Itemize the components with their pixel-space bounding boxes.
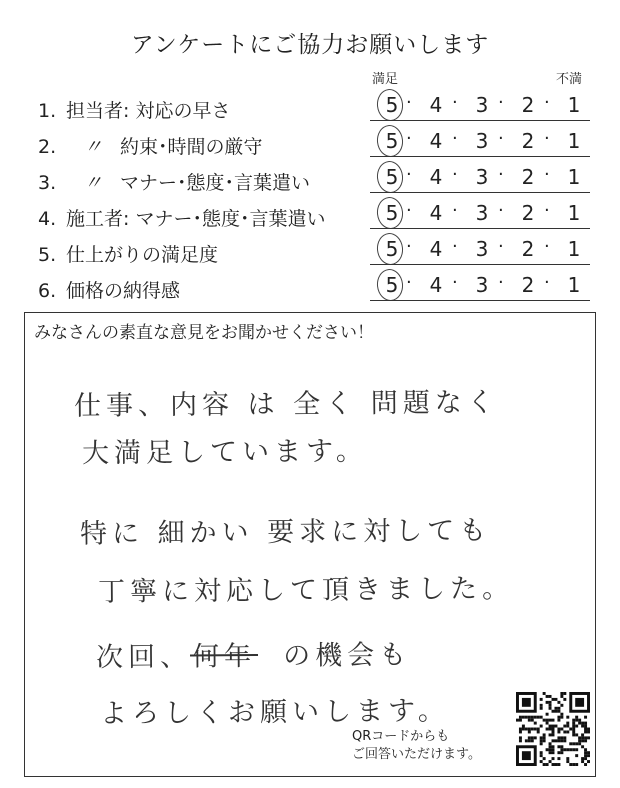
selected-circle bbox=[375, 268, 404, 303]
rating-option-5[interactable]: 5 bbox=[382, 273, 402, 297]
scale-separator: · bbox=[406, 236, 412, 257]
scale-separator: · bbox=[452, 200, 458, 221]
question-text bbox=[38, 204, 325, 231]
question-label: 価格の納得感 bbox=[66, 280, 181, 302]
scale-separator: · bbox=[498, 200, 504, 221]
rating-option-2[interactable]: 2 bbox=[521, 201, 535, 225]
comment-line-2: 大満足しています。 bbox=[81, 435, 368, 470]
rating-option-5[interactable]: 5 bbox=[382, 165, 402, 189]
selected-circle bbox=[375, 196, 404, 231]
ditto-mark: 〃 bbox=[83, 172, 103, 194]
question-row bbox=[0, 198, 620, 234]
question-text bbox=[38, 132, 263, 159]
question-label: マナー･態度･言葉遣い bbox=[120, 172, 311, 194]
rating-option-5[interactable]: 5 bbox=[382, 237, 402, 261]
rating-scale bbox=[382, 165, 588, 189]
rating-option-4[interactable]: 4 bbox=[429, 273, 443, 297]
rating-option-1[interactable]: 1 bbox=[567, 273, 581, 297]
selected-circle bbox=[375, 88, 404, 123]
row-underline bbox=[370, 264, 590, 265]
rating-option-1[interactable]: 1 bbox=[567, 129, 581, 153]
rating-option-5[interactable]: 5 bbox=[382, 201, 402, 225]
scale-separator: · bbox=[406, 128, 412, 149]
rating-option-4[interactable]: 4 bbox=[429, 165, 443, 189]
question-number: 2. bbox=[38, 136, 57, 158]
selected-circle bbox=[375, 232, 404, 267]
scale-separator: · bbox=[498, 164, 504, 185]
scale-separator: · bbox=[544, 92, 550, 113]
rating-option-5[interactable]: 5 bbox=[382, 129, 402, 153]
qr-note bbox=[352, 728, 481, 764]
question-number: 6. bbox=[38, 280, 57, 302]
rating-option-3[interactable]: 3 bbox=[475, 129, 489, 153]
rating-option-4[interactable]: 4 bbox=[429, 237, 443, 261]
scale-high-label: 満足 bbox=[372, 72, 399, 87]
rating-option-5[interactable]: 5 bbox=[382, 93, 402, 117]
comment-line-5-suffix: の機会も bbox=[283, 639, 412, 672]
scale-separator: · bbox=[452, 128, 458, 149]
question-row bbox=[0, 270, 620, 306]
comment-line-5 bbox=[96, 633, 412, 675]
scale-low-label: 不満 bbox=[556, 72, 583, 87]
selected-circle bbox=[375, 124, 404, 159]
scale-separator: · bbox=[452, 272, 458, 293]
question-number: 1. bbox=[38, 100, 57, 122]
comment-line-4: 丁寧に対応して頂きました。 bbox=[97, 573, 515, 608]
rating-scale bbox=[382, 93, 588, 117]
comment-heading: みなさんの素直な意見をお聞かせください！ bbox=[34, 323, 374, 343]
rating-option-2[interactable]: 2 bbox=[521, 129, 535, 153]
rating-scale bbox=[382, 237, 588, 261]
row-underline bbox=[370, 228, 590, 229]
rating-option-2[interactable]: 2 bbox=[521, 93, 535, 117]
rating-option-3[interactable]: 3 bbox=[475, 273, 489, 297]
question-row bbox=[0, 234, 620, 270]
question-text bbox=[38, 240, 218, 267]
question-text bbox=[38, 168, 310, 195]
qr-note-line-1: QRコードからも bbox=[352, 729, 450, 744]
rating-option-3[interactable]: 3 bbox=[475, 201, 489, 225]
scale-separator: · bbox=[452, 92, 458, 113]
rating-option-3[interactable]: 3 bbox=[475, 165, 489, 189]
scale-separator: · bbox=[452, 236, 458, 257]
scale-separator: · bbox=[544, 164, 550, 185]
question-number: 3. bbox=[38, 172, 57, 194]
rating-option-3[interactable]: 3 bbox=[475, 237, 489, 261]
rating-option-2[interactable]: 2 bbox=[521, 165, 535, 189]
scale-separator: · bbox=[406, 272, 412, 293]
row-underline bbox=[370, 156, 590, 157]
comment-line-1: 仕事、内容 は 全く 問題なく bbox=[73, 387, 499, 422]
question-row bbox=[0, 90, 620, 126]
qr-code-icon[interactable] bbox=[516, 692, 590, 766]
scale-separator: · bbox=[406, 200, 412, 221]
question-row bbox=[0, 162, 620, 198]
rating-option-1[interactable]: 1 bbox=[567, 93, 581, 117]
comment-line-5-prefix: 次回、 bbox=[95, 641, 193, 674]
rating-option-1[interactable]: 1 bbox=[567, 165, 581, 189]
rating-option-4[interactable]: 4 bbox=[429, 201, 443, 225]
selected-circle bbox=[375, 160, 404, 195]
rating-option-1[interactable]: 1 bbox=[567, 201, 581, 225]
rating-option-2[interactable]: 2 bbox=[521, 237, 535, 261]
question-number: 4. bbox=[38, 208, 57, 230]
scale-separator: · bbox=[544, 272, 550, 293]
rating-scale bbox=[382, 129, 588, 153]
scale-separator: · bbox=[498, 128, 504, 149]
scale-separator: · bbox=[406, 164, 412, 185]
qr-note-line-2: ご回答いただけます。 bbox=[352, 747, 481, 762]
question-number: 5. bbox=[38, 244, 57, 266]
scale-separator: · bbox=[498, 272, 504, 293]
ditto-mark: 〃 bbox=[83, 136, 103, 158]
row-underline bbox=[370, 192, 590, 193]
question-label: 仕上がりの満足度 bbox=[66, 244, 219, 266]
rating-option-2[interactable]: 2 bbox=[521, 273, 535, 297]
scale-separator: · bbox=[498, 236, 504, 257]
struck-text: 何年 bbox=[192, 634, 256, 674]
question-row bbox=[0, 126, 620, 162]
row-underline bbox=[370, 300, 590, 301]
rating-scale bbox=[382, 201, 588, 225]
comment-line-3: 特に 細かい 要求に対しても bbox=[79, 515, 492, 550]
survey-title: アンケートにご協力お願いします bbox=[130, 32, 490, 58]
rating-option-3[interactable]: 3 bbox=[475, 93, 489, 117]
rating-option-4[interactable]: 4 bbox=[429, 93, 443, 117]
rating-option-4[interactable]: 4 bbox=[429, 129, 443, 153]
scale-separator: · bbox=[544, 200, 550, 221]
scale-separator: · bbox=[498, 92, 504, 113]
scale-separator: · bbox=[544, 236, 550, 257]
rating-scale bbox=[382, 273, 588, 297]
question-label: 施工者: マナー･態度･言葉遣い bbox=[66, 208, 326, 230]
rating-option-1[interactable]: 1 bbox=[567, 237, 581, 261]
comment-line-6: よろしくお願いします。 bbox=[99, 695, 450, 730]
question-text bbox=[38, 276, 180, 303]
row-underline bbox=[370, 120, 590, 121]
scale-separator: · bbox=[452, 164, 458, 185]
scale-separator: · bbox=[544, 128, 550, 149]
question-label: 担当者: 対応の早さ bbox=[66, 100, 231, 122]
question-text bbox=[38, 96, 230, 123]
scale-separator: · bbox=[406, 92, 412, 113]
question-label: 約束･時間の厳守 bbox=[120, 136, 263, 158]
